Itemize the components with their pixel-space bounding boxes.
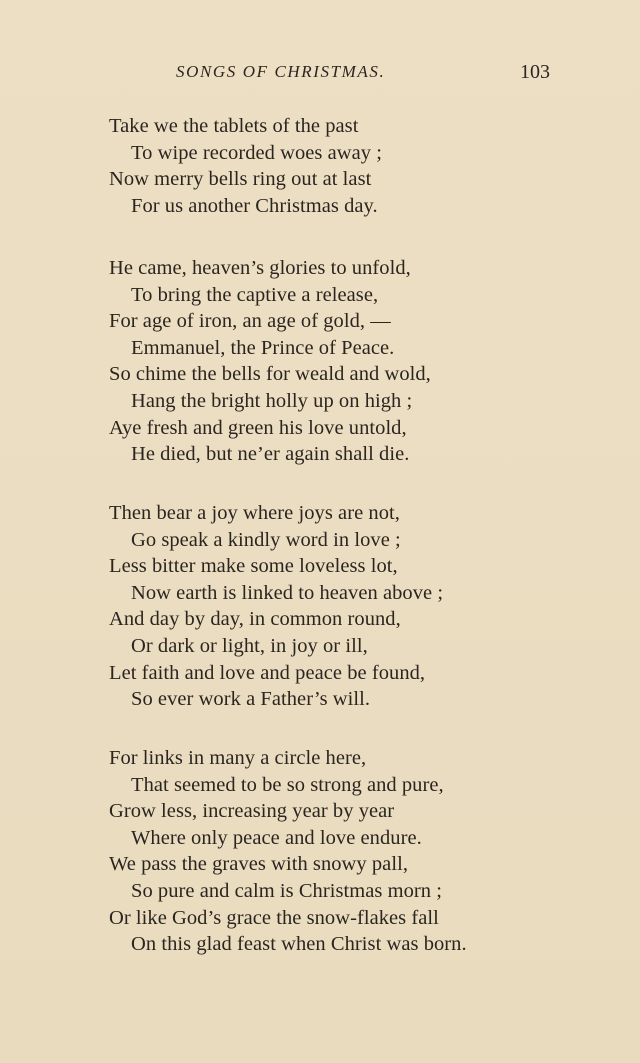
running-title: SONGS OF CHRISTMAS. [176, 62, 386, 81]
poem-line: Then bear a joy where joys are not, [109, 502, 400, 524]
stanza-2 [109, 255, 579, 468]
poem-line: To bring the captive a release, [131, 283, 379, 306]
stanza-3 [109, 500, 579, 713]
poem-line: So pure and calm is Christmas morn ; [131, 879, 442, 902]
poem-line: For us another Christmas day. [131, 194, 378, 217]
poem-line: Let faith and love and peace be found, [109, 661, 426, 684]
poem-line: Less bitter make some loveless lot, [109, 555, 398, 578]
poem-line: Go speak a kindly word in love ; [131, 528, 401, 551]
poem-line: To wipe recorded woes away ; [131, 141, 382, 164]
poem-line: Grow less, increasing year by year [109, 800, 395, 823]
poem-line: So ever work a Father’s will. [131, 688, 371, 711]
poem-line: Now earth is linked to heaven above ; [131, 581, 444, 604]
poem-line: So chime the bells for weald and wold, [109, 363, 431, 386]
poem-line: Where only peace and love endure. [131, 826, 422, 849]
poem-line: Emmanuel, the Prince of Peace. [131, 336, 395, 359]
poem-line: Take we the tablets of the past [109, 115, 359, 137]
poem-line: On this glad feast when Christ was born. [131, 933, 467, 956]
poem-line: He died, but ne’er again shall die. [131, 443, 410, 466]
stanza-1 [109, 113, 579, 219]
poem-line: Aye fresh and green his love untold, [109, 416, 407, 439]
poem-line: Or dark or light, in joy or ill, [131, 634, 368, 657]
poem-line: That seemed to be so strong and pure, [131, 773, 444, 796]
poem-line: We pass the graves with snowy pall, [109, 853, 408, 876]
stanza-4 [109, 745, 579, 958]
poem-line: Hang the bright holly up on high ; [131, 389, 413, 412]
poem-line: And day by day, in common round, [109, 608, 401, 631]
poem-line: He came, heaven’s glories to unfold, [109, 257, 411, 279]
poem-line: For age of iron, an age of gold, — [109, 310, 391, 333]
page-number: 103 [520, 61, 550, 83]
page-header [0, 62, 640, 92]
poem-line: Now merry bells ring out at last [109, 168, 372, 191]
poem-line: For links in many a circle here, [109, 747, 367, 769]
poem-line: Or like God’s grace the snow-flakes fall [109, 906, 439, 929]
